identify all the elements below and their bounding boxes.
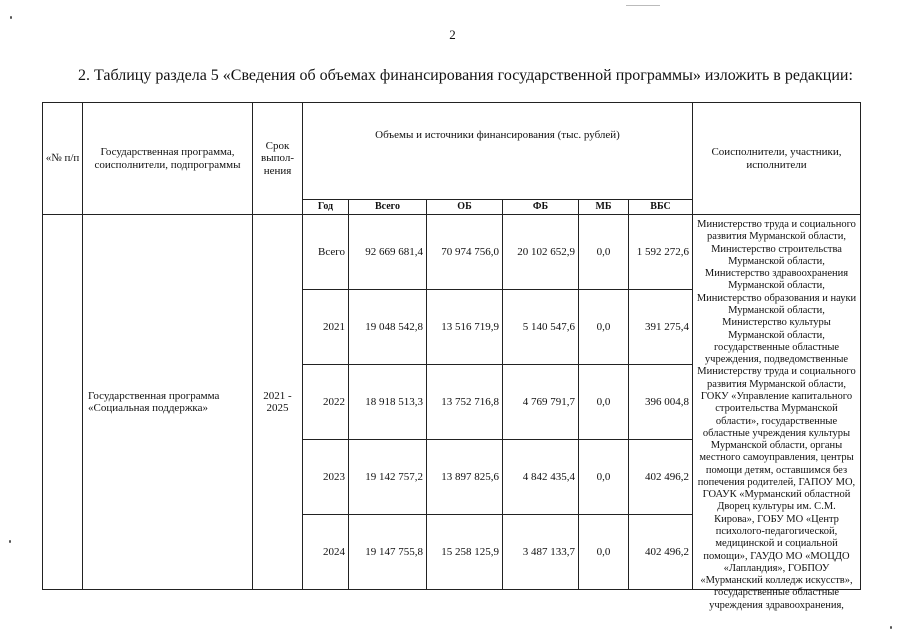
fb-cell: 3 487 133,7 [503, 515, 579, 590]
total-cell: 19 142 757,2 [349, 440, 427, 515]
fb-cell: 5 140 547,6 [503, 290, 579, 365]
ob-cell: 15 258 125,9 [427, 515, 503, 590]
mb-cell: 0,0 [579, 365, 629, 440]
ob-cell: 13 897 825,6 [427, 440, 503, 515]
subheader-mb: МБ [579, 200, 629, 215]
subheader-total: Всего [349, 200, 427, 215]
year-cell: 2021 [303, 290, 349, 365]
subheader-year: Год [303, 200, 349, 215]
header-program: Государственная программа, соисполнители, подпрограммы [83, 103, 253, 215]
scan-speck [10, 16, 12, 19]
fb-cell: 20 102 652,9 [503, 215, 579, 290]
scan-speck [890, 626, 892, 629]
ob-cell: 13 752 716,8 [427, 365, 503, 440]
mb-cell: 0,0 [579, 440, 629, 515]
program-term: 2021 - 2025 [253, 215, 303, 590]
total-cell: 92 669 681,4 [349, 215, 427, 290]
vbs-cell: 402 496,2 [629, 515, 693, 590]
subheader-vbs: ВБС [629, 200, 693, 215]
year-cell: 2024 [303, 515, 349, 590]
scan-speck [9, 540, 11, 543]
total-cell: 19 048 542,8 [349, 290, 427, 365]
vbs-cell: 396 004,8 [629, 365, 693, 440]
mb-cell: 0,0 [579, 290, 629, 365]
row-number-cell [43, 215, 83, 590]
mb-cell: 0,0 [579, 215, 629, 290]
table-row [43, 215, 861, 290]
header-term: Срок выпол-нения [253, 103, 303, 215]
page-number: 2 [449, 27, 456, 42]
fb-cell: 4 769 791,7 [503, 365, 579, 440]
scan-artifact-line [626, 5, 660, 6]
vbs-cell: 402 496,2 [629, 440, 693, 515]
year-cell: 2023 [303, 440, 349, 515]
executors-text: Министерство труда и социального развития Мурманской области, Министерство строительства Мурманской области, Министерство здравоохранения Мурманской области, Министерство образования и науки Мурманской области, Министерство культуры Мурманской области, государственные областные учреждения, подведомственные Министерству труда и социального развития Мурманской области, ГОКУ «Управление капитального строительства Мурманской области», государственные областные учреждения культуры Мурманской области, органы местного самоуправления, центры помощи детям, оставшимся без попечения родителей, ГАПОУ МО, ГОАУК «Мурманский областной Дворец культуры им. С.М. Кирова», ГОБУ МО «Центр психолого-педагогической, медицинской и социальной помощи», ГАУДО МО «МОЦДО «Лапландия», ГОБПОУ «Мурманский колледж искусств», государственные областные учреждения здравоохранения, [696, 219, 857, 611]
section-heading: 2. Таблицу раздела 5 «Сведения об объемах финансирования государственной программы» изложить в редакции: [78, 67, 853, 84]
subheader-ob: ОБ [427, 200, 503, 215]
year-cell: Всего [303, 215, 349, 290]
ob-cell: 13 516 719,9 [427, 290, 503, 365]
mb-cell: 0,0 [579, 515, 629, 590]
header-num: «№ п/п [43, 103, 83, 215]
subheader-fb: ФБ [503, 200, 579, 215]
vbs-cell: 1 592 272,6 [629, 215, 693, 290]
fb-cell: 4 842 435,4 [503, 440, 579, 515]
executors-cell [693, 215, 861, 611]
header-executors: Соисполнители, участники, исполнители [693, 103, 861, 215]
header-funding: Объемы и источники финансирования (тыс. рублей) [303, 103, 693, 200]
total-cell: 18 918 513,3 [349, 365, 427, 440]
funding-table [42, 102, 861, 611]
ob-cell: 70 974 756,0 [427, 215, 503, 290]
vbs-cell: 391 275,4 [629, 290, 693, 365]
total-cell: 19 147 755,8 [349, 515, 427, 590]
program-name: Государственная программа «Социальная поддержка» [83, 215, 253, 590]
year-cell: 2022 [303, 365, 349, 440]
